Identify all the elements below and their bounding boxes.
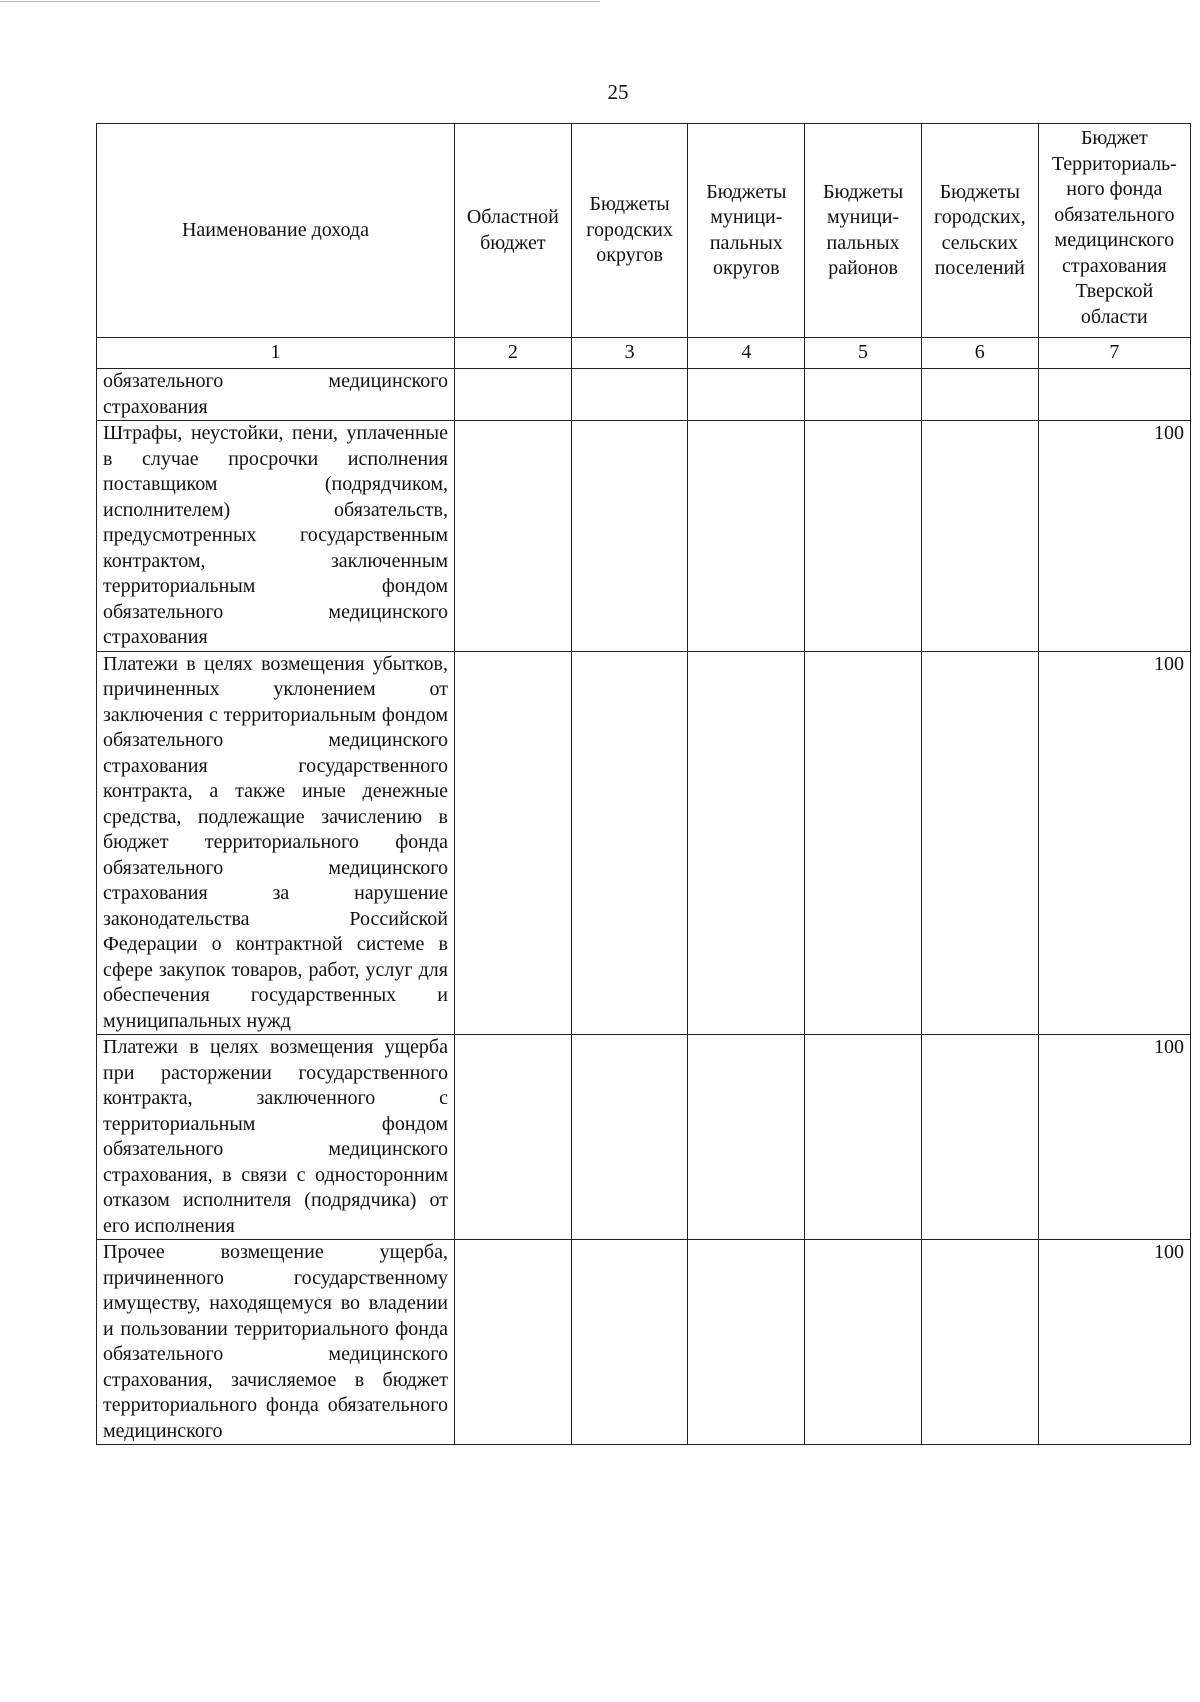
- value-cell: [571, 651, 688, 1035]
- revenue-name-cell: Платежи в целях возмещения ущерба при расторжении государственного контракта, заключенного с территориальным фондом обязательного медицинского страхования, в связи с односторонним отказом исполнителя (подрядчика) от его исполнения: [97, 1035, 455, 1240]
- column-number: 2: [454, 338, 571, 369]
- table-row: [97, 369, 1191, 421]
- header-cell-settlements: Бюджеты городских, сельских поселений: [921, 124, 1038, 338]
- column-number: 4: [688, 338, 805, 369]
- header-cell-revenue-name: Наименование дохода: [97, 124, 455, 338]
- value-cell: 100: [1038, 421, 1190, 652]
- value-cell: [688, 1240, 805, 1445]
- value-cell: [571, 1240, 688, 1445]
- table-row: [97, 1035, 1191, 1240]
- header-cell-municipal-districts: Бюджеты муници-пальных округов: [688, 124, 805, 338]
- value-cell: [921, 651, 1038, 1035]
- revenue-name-cell: обязательного медицинского страхования: [97, 369, 455, 421]
- table-row: [97, 1240, 1191, 1445]
- revenue-name-cell: Платежи в целях возмещения убытков, причиненных уклонением от заключения с территориальным фондом обязательного медицинского страхования государственного контракта, а также иные денежные средства, подлежащие зачислению в бюджет территориального фонда обязательного медицинского страхования за нарушение законодательства Российской Федерации о контрактной системе в сфере закупок товаров, работ, услуг для обеспечения государственных и муниципальных нужд: [97, 651, 455, 1035]
- value-cell: [454, 421, 571, 652]
- column-number: 3: [571, 338, 688, 369]
- value-cell: [1038, 369, 1190, 421]
- header-cell-regional-budget: Областной бюджет: [454, 124, 571, 338]
- value-cell: [805, 369, 922, 421]
- value-cell: [921, 421, 1038, 652]
- table-row: [97, 651, 1191, 1035]
- header-cell-municipal-regions: Бюджеты муници-пальных районов: [805, 124, 922, 338]
- value-cell: [688, 421, 805, 652]
- revenue-name-cell: Прочее возмещение ущерба, причиненного государственному имуществу, находящемуся во владении и пользовании территориального фонда обязательного медицинского страхования, зачисляемое в бюджет территориального фонда обязательного медицинского: [97, 1240, 455, 1445]
- value-cell: [805, 1240, 922, 1445]
- value-cell: 100: [1038, 1035, 1190, 1240]
- value-cell: [921, 369, 1038, 421]
- value-cell: [921, 1035, 1038, 1240]
- top-edge-rule: [0, 1, 600, 2]
- value-cell: 100: [1038, 651, 1190, 1035]
- column-number: 7: [1038, 338, 1190, 369]
- value-cell: [454, 651, 571, 1035]
- column-number: 5: [805, 338, 922, 369]
- column-number-row: [97, 338, 1191, 369]
- value-cell: [688, 369, 805, 421]
- revenue-distribution-table: [96, 123, 1191, 1445]
- value-cell: [571, 421, 688, 652]
- value-cell: [805, 1035, 922, 1240]
- column-number: 6: [921, 338, 1038, 369]
- value-cell: [571, 1035, 688, 1240]
- value-cell: [454, 1035, 571, 1240]
- page-number: 25: [607, 80, 629, 104]
- value-cell: [805, 651, 922, 1035]
- header-row: [97, 124, 1191, 338]
- header-cell-city-districts: Бюджеты городских округов: [571, 124, 688, 338]
- value-cell: 100: [1038, 1240, 1190, 1445]
- revenue-table-container: [96, 123, 1191, 1445]
- column-number: 1: [97, 338, 455, 369]
- header-cell-territorial-fund: Бюджет Территориаль-ного фонда обязательного медицинского страхования Тверской области: [1038, 124, 1190, 338]
- value-cell: [688, 651, 805, 1035]
- revenue-name-cell: Штрафы, неустойки, пени, уплаченные в случае просрочки исполнения поставщиком (подрядчиком, исполнителем) обязательств, предусмотренных государственным контрактом, заключенным территориальным фондом обязательного медицинского страхования: [97, 421, 455, 652]
- value-cell: [805, 421, 922, 652]
- value-cell: [921, 1240, 1038, 1445]
- value-cell: [454, 1240, 571, 1445]
- value-cell: [571, 369, 688, 421]
- table-row: [97, 421, 1191, 652]
- value-cell: [454, 369, 571, 421]
- value-cell: [688, 1035, 805, 1240]
